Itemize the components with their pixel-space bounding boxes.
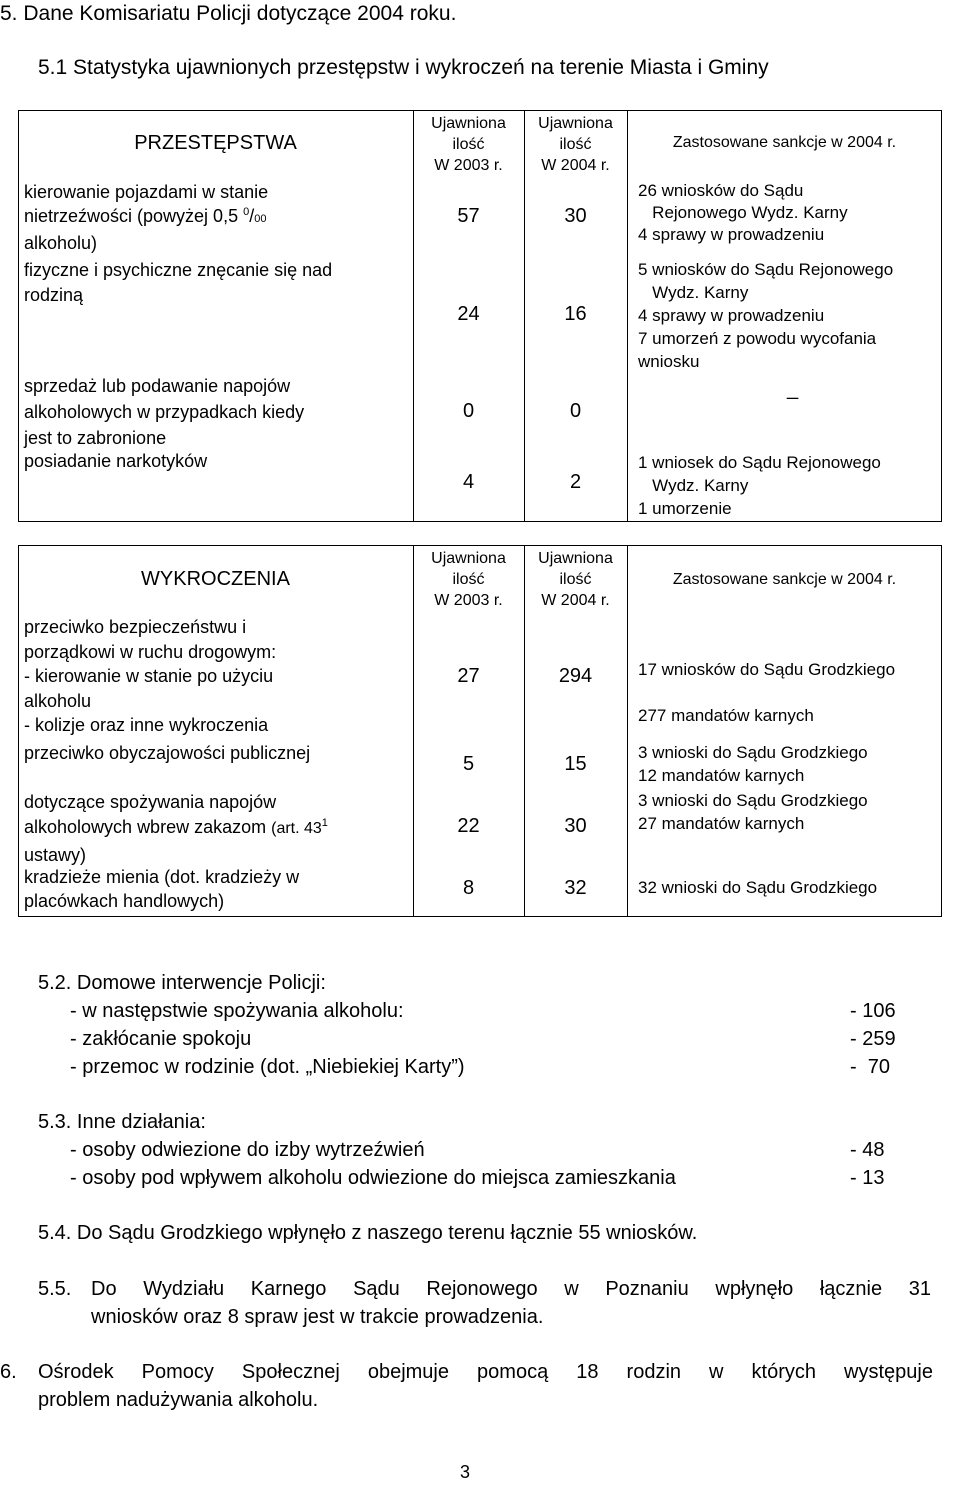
offense-row-traffic-2003: 27 [457, 665, 480, 687]
section-5-3-heading: 5.3. Inne działania: [38, 1111, 206, 1133]
crime-row-domestic-abuse-label: fizyczne i psychiczne znęcanie się nad rodziną [24, 260, 333, 305]
crimes-title: PRZESTĘPSTWA [134, 132, 297, 154]
section-5-5-line-2: wniosków oraz 8 spraw jest w trakcie prowadzenia. [91, 1306, 544, 1328]
crimes-col-2003: Ujawniona ilość W 2003 r. [431, 115, 506, 174]
crime-row-drunk-driving-2003: 57 [457, 205, 480, 227]
crime-row-narcotics-2004: 2 [569, 471, 582, 493]
crime-row-narcotics-label: posiadanie narkotyków [24, 451, 208, 471]
offenses-col-2003: Ujawniona ilość W 2003 r. [431, 550, 506, 609]
section-5-3-item-value: - 48 [850, 1139, 885, 1161]
crimes-col-2004: Ujawniona ilość W 2004 r. [538, 115, 613, 174]
heading-section-5-1: 5.1 Statystyka ujawnionych przestępstw i wykroczeń na terenie Miasta i Gminy [38, 56, 769, 79]
crime-row-alcohol-sale-sanctions: _ [787, 378, 799, 400]
offense-row-theft-sanctions: 32 wnioski do Sądu Grodzkiego [638, 878, 878, 897]
offenses-col-2004: Ujawniona ilość W 2004 r. [538, 550, 613, 609]
crime-row-narcotics-2003: 4 [462, 471, 475, 493]
section-6-number: 6. [0, 1361, 17, 1383]
offense-row-traffic-sanction-2: 277 mandatów karnych [638, 706, 814, 725]
section-5-2-heading: 5.2. Domowe interwencje Policji: [38, 972, 326, 994]
page-number: 3 [460, 1462, 471, 1482]
offense-row-public-morality-sanctions: 3 wnioski do Sądu Grodzkiego 12 mandatów karnych [638, 743, 868, 785]
offense-row-public-morality-2003: 5 [462, 753, 475, 775]
section-5-5-number: 5.5. [38, 1278, 72, 1300]
crime-row-drunk-driving-sanctions: 26 wniosków do Sądu Rejonowego Wydz. Karny 4 sprawy w prowadzeniu [638, 181, 848, 244]
section-5-4-text: 5.4. Do Sądu Grodzkiego wpłynęło z naszego terenu łącznie 55 wniosków. [38, 1222, 698, 1244]
crime-row-domestic-abuse-sanctions: 5 wniosków do Sądu Rejonowego Wydz. Karny 4 sprawy w prowadzeniu 7 umorzeń z powodu wycofania wniosku [638, 260, 894, 371]
section-5-2-item-label: - przemoc w rodzinie (dot. „Niebiekiej Karty”) [70, 1056, 465, 1078]
crime-row-domestic-abuse-2003: 24 [457, 303, 480, 325]
offenses-col-sanctions: Zastosowane sankcje w 2004 r. [672, 571, 897, 588]
section-5-2-item-value: - 259 [850, 1028, 896, 1050]
crime-row-alcohol-sale-label: sprzedaż lub podawanie napojów alkoholowych w przypadkach kiedy jest to zabronione [24, 376, 305, 448]
offense-row-traffic-sanction-1: 17 wniosków do Sądu Grodzkiego [638, 660, 896, 679]
offense-row-theft-2004: 32 [564, 877, 587, 899]
offense-row-public-morality-2004: 15 [564, 753, 587, 775]
offense-row-alcohol-ban-2003: 22 [457, 815, 480, 837]
section-5-2-item-label: - w następstwie spożywania alkoholu: [70, 1000, 404, 1022]
section-5-3-item-label: - osoby odwiezione do izby wytrzeźwień [70, 1139, 425, 1161]
crime-row-drunk-driving-label: kierowanie pojazdami w stanie nietrzeźwości (powyżej 0,5 $^0$/00 alkoholu) [24, 182, 269, 253]
offense-row-traffic-label: przeciwko bezpieczeństwu i porządkowi w ruchu drogowym: - kierowanie w stanie po użyciu alkoholu - kolizje oraz inne wykroczenia [24, 617, 277, 735]
offenses-title: WYKROCZENIA [141, 568, 290, 590]
section-6-line-1: Ośrodek Pomocy Społecznej obejmuje pomocą 18 rodzin w których występuje [38, 1361, 933, 1383]
section-5-2-item-value: - 70 [850, 1056, 891, 1078]
offense-row-traffic-2004: 294 [558, 665, 593, 687]
section-6-line-2: problem nadużywania alkoholu. [38, 1389, 319, 1411]
section-5-3-item-label: - osoby pod wpływem alkoholu odwiezione do miejsca zamieszkania [70, 1167, 676, 1189]
offense-row-theft-2003: 8 [462, 877, 475, 899]
crime-row-narcotics-sanctions: 1 wniosek do Sądu Rejonowego Wydz. Karny 1 umorzenie [638, 453, 881, 518]
offense-row-alcohol-ban-sanctions: 3 wnioski do Sądu Grodzkiego 27 mandatów karnych [638, 791, 868, 833]
offense-row-theft-label: kradzieże mienia (dot. kradzieży w placówkach handlowych) [24, 867, 300, 911]
section-5-3-item-value: - 13 [850, 1167, 885, 1189]
crime-row-alcohol-sale-2004: 0 [569, 400, 582, 422]
section-5-2-item-value: - 106 [850, 1000, 896, 1022]
offense-row-alcohol-ban-label: dotyczące spożywania napojów alkoholowych wbrew zakazom (art. $43^1$ ustawy) [24, 792, 328, 865]
section-5-5-line-1: Do Wydziału Karnego Sądu Rejonowego w Poznaniu wpłynęło łącznie 31 [91, 1278, 931, 1300]
crime-row-drunk-driving-2004: 30 [564, 205, 587, 227]
crime-row-domestic-abuse-2004: 16 [564, 303, 587, 325]
crimes-col-sanctions: Zastosowane sankcje w 2004 r. [672, 134, 897, 151]
offense-row-public-morality-label: przeciwko obyczajowości publicznej [24, 743, 311, 763]
heading-section-5: 5. Dane Komisariatu Policji dotyczące 2004 roku. [0, 2, 457, 25]
section-5-2-item-label: - zakłócanie spokoju [70, 1028, 252, 1050]
offense-row-alcohol-ban-2004: 30 [564, 815, 587, 837]
crime-row-alcohol-sale-2003: 0 [462, 400, 475, 422]
